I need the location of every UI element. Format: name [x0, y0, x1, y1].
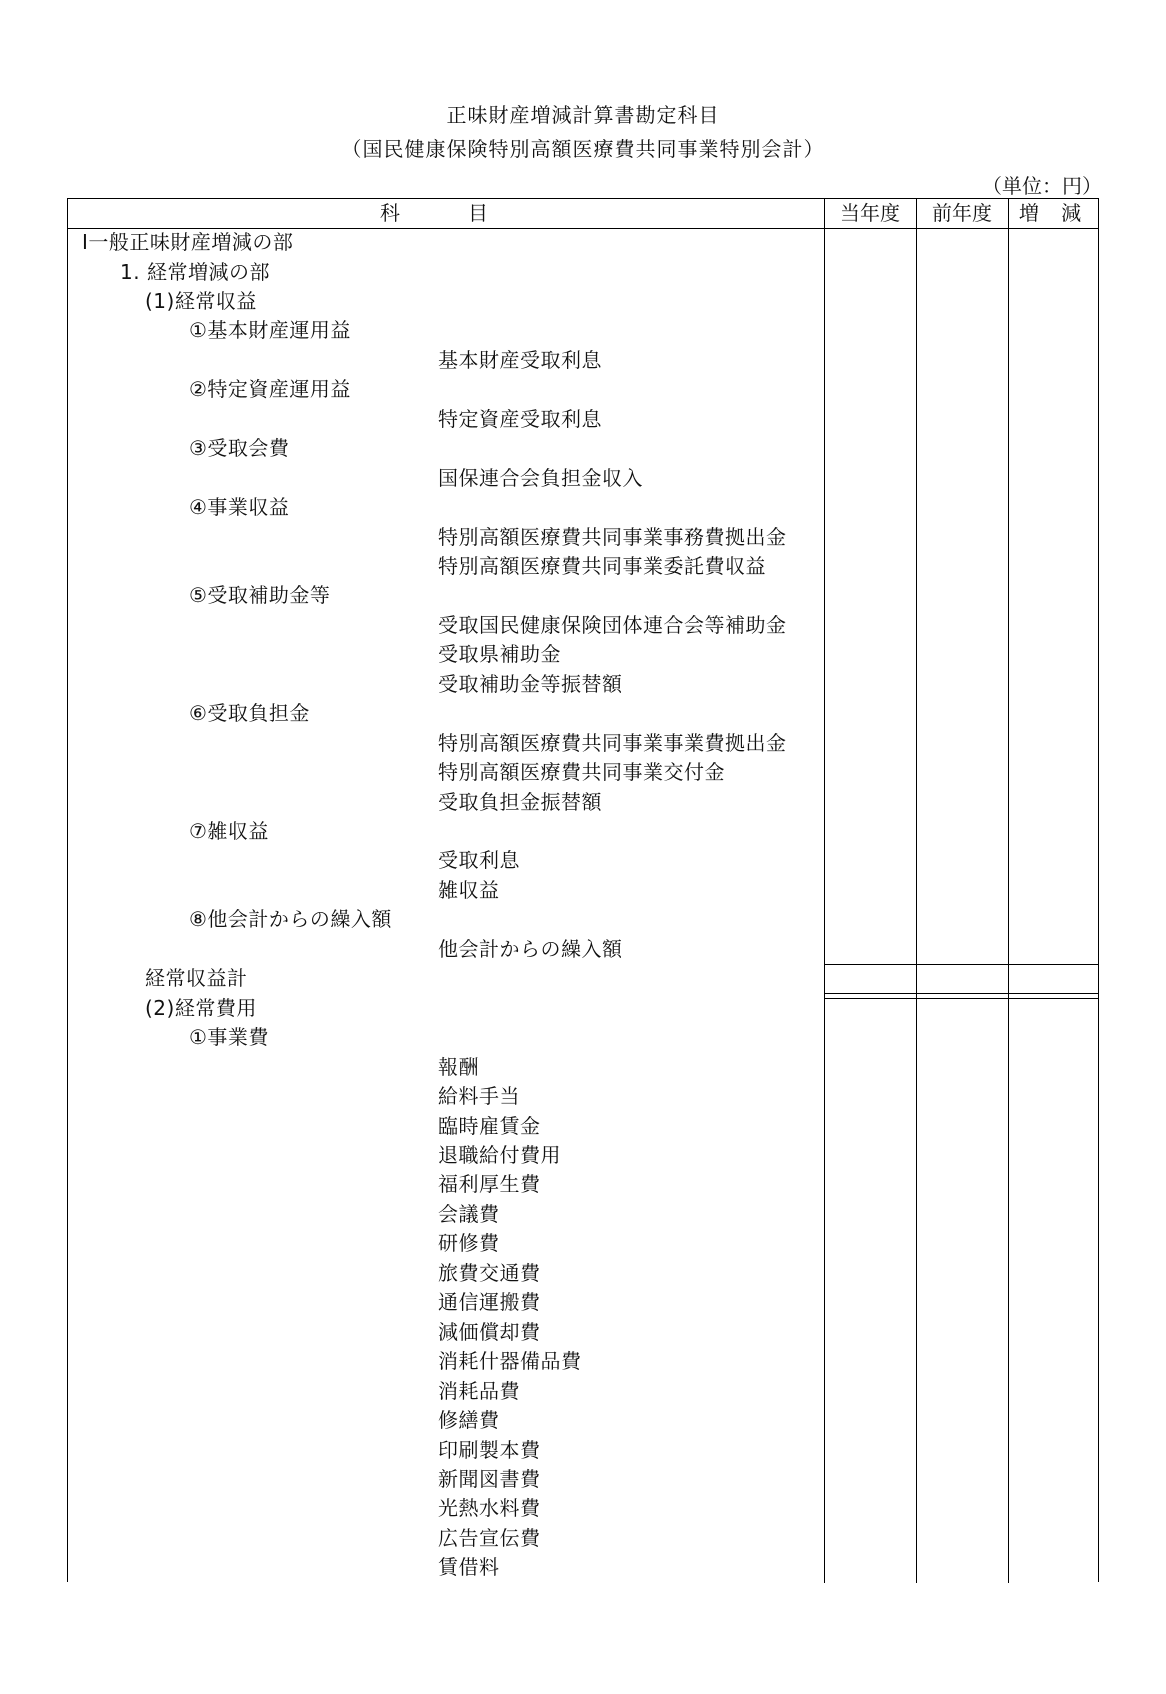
- column-divider-change: [1008, 199, 1009, 1583]
- subtotal-double-rule: [824, 998, 1098, 999]
- account-item: 特定資産受取利息: [438, 406, 602, 431]
- account-item: 修繕費: [438, 1408, 500, 1432]
- account-heading: ①基本財産運用益: [189, 318, 351, 343]
- account-item: 受取国民健康保険団体連合会等補助金: [438, 612, 787, 637]
- account-item: 消耗什器備品費: [438, 1349, 582, 1374]
- header-subject: 科 目: [380, 201, 512, 225]
- account-heading: ⑥受取負担金: [189, 701, 310, 726]
- account-heading: ⑦雑収益: [189, 819, 269, 843]
- account-item: 消耗品費: [438, 1378, 520, 1403]
- account-item: 退職給付費用: [438, 1142, 561, 1167]
- account-item: 通信運搬費: [438, 1290, 541, 1315]
- header-current-year: 当年度: [840, 201, 900, 225]
- account-heading: Ⅰ一般正味財産増減の部: [82, 230, 294, 254]
- account-heading: ③受取会費: [189, 436, 290, 461]
- account-heading: ②特定資産運用益: [189, 377, 351, 402]
- header-change: 増 減: [1018, 201, 1090, 225]
- account-item: 受取負担金振替額: [438, 789, 602, 814]
- account-item: 賃借料: [438, 1555, 500, 1580]
- account-heading: ⑧他会計からの繰入額: [189, 907, 392, 932]
- account-item: 雑収益: [438, 877, 500, 902]
- account-item: 特別高額医療費共同事業事業費拠出金: [438, 730, 787, 755]
- account-item: 研修費: [438, 1231, 500, 1256]
- account-heading: ①事業費: [189, 1025, 269, 1050]
- account-item: 受取利息: [438, 848, 520, 873]
- account-item: 特別高額医療費共同事業委託費収益: [438, 553, 766, 578]
- account-heading: (1)経常収益: [145, 288, 257, 313]
- account-heading: 1. 経常増減の部: [120, 259, 270, 284]
- account-item: 臨時雇賃金: [438, 1113, 541, 1138]
- account-item: 特別高額医療費共同事業交付金: [438, 760, 725, 785]
- header-previous-year: 前年度: [932, 201, 992, 225]
- account-item: 受取補助金等振替額: [438, 671, 623, 696]
- account-item: 報酬: [438, 1054, 479, 1079]
- subtotal-top-rule: [824, 964, 1098, 965]
- account-item: 広告宣伝費: [438, 1525, 541, 1550]
- document-title: 正味財産増減計算書勘定科目: [446, 103, 720, 127]
- account-item: 印刷製本費: [438, 1437, 541, 1462]
- document-subtitle: （国民健康保険特別高額医療費共同事業特別会計）: [341, 137, 825, 161]
- account-heading: 経常収益計: [145, 966, 248, 991]
- account-item: 福利厚生費: [438, 1172, 541, 1197]
- account-item: 旅費交通費: [438, 1260, 541, 1285]
- account-item: 光熱水料費: [438, 1496, 541, 1521]
- unit-label: （単位：円）: [982, 174, 1102, 198]
- account-item: 減価償却費: [438, 1319, 541, 1344]
- account-heading: (2)経常費用: [145, 995, 257, 1020]
- subtotal-bottom-rule: [824, 993, 1098, 994]
- account-table: [67, 198, 1099, 1582]
- account-item: 特別高額医療費共同事業事務費拠出金: [438, 524, 787, 549]
- account-heading: ⑤受取補助金等: [189, 583, 331, 608]
- account-heading: ④事業収益: [189, 495, 290, 520]
- account-item: 基本財産受取利息: [438, 347, 602, 372]
- account-item: 給料手当: [438, 1084, 520, 1108]
- account-item: 新聞図書費: [438, 1466, 541, 1491]
- account-item: 国保連合会負担金収入: [438, 465, 643, 490]
- column-divider-current: [824, 199, 825, 1583]
- account-item: 他会計からの繰入額: [438, 936, 623, 961]
- account-item: 受取県補助金: [438, 642, 561, 667]
- column-divider-previous: [916, 199, 917, 1583]
- account-item: 会議費: [438, 1201, 500, 1226]
